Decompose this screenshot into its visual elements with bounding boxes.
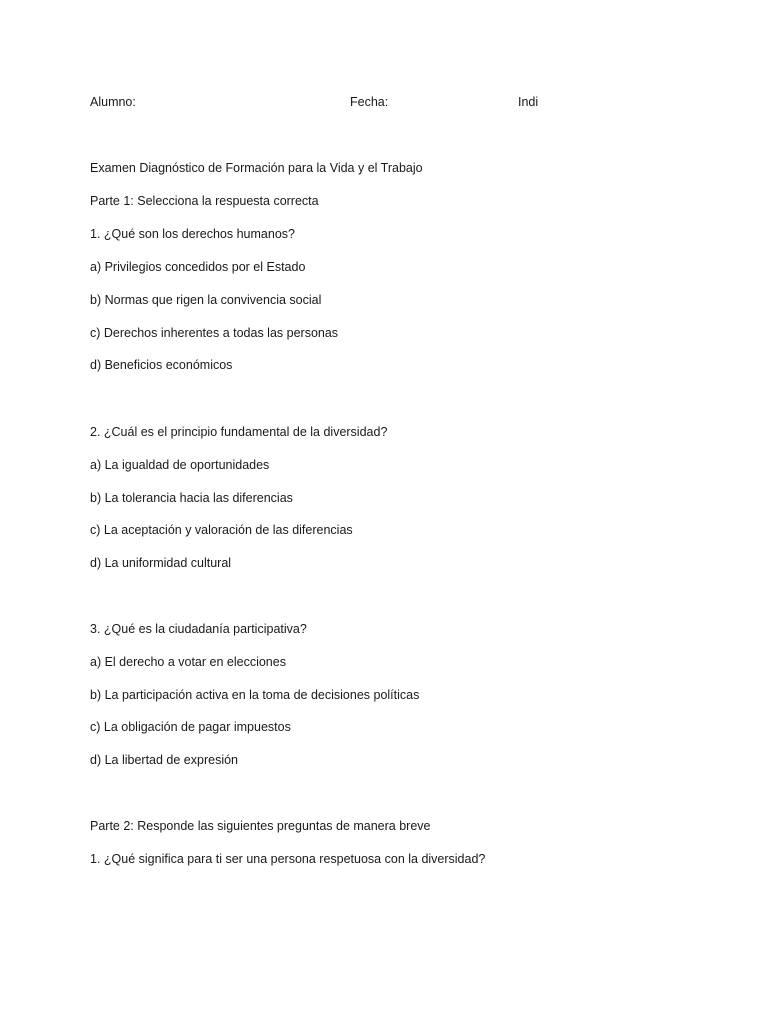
date-label: Fecha: (350, 95, 389, 109)
question-3-option-b: b) La participación activa en la toma de decisiones políticas (90, 688, 420, 702)
question-2-option-c: c) La aceptación y valoración de las diferencias (90, 523, 353, 537)
part2-question-1: 1. ¿Qué significa para ti ser una persona respetuosa con la diversidad? (90, 852, 486, 866)
part1-heading: Parte 1: Selecciona la respuesta correcta (90, 194, 319, 208)
question-2-option-b: b) La tolerancia hacia las diferencias (90, 491, 293, 505)
student-label: Alumno: (90, 95, 136, 109)
question-3-option-c: c) La obligación de pagar impuestos (90, 720, 291, 734)
question-3: 3. ¿Qué es la ciudadanía participativa? (90, 622, 307, 636)
question-1-option-d: d) Beneficios económicos (90, 358, 233, 372)
question-1-option-c: c) Derechos inherentes a todas las personas (90, 326, 339, 340)
question-1-option-a: a) Privilegios concedidos por el Estado (90, 260, 306, 274)
question-1-option-b: b) Normas que rigen la convivencia social (90, 293, 322, 307)
question-1: 1. ¿Qué son los derechos humanos? (90, 227, 295, 241)
question-2-option-d: d) La uniformidad cultural (90, 556, 232, 570)
question-2: 2. ¿Cuál es el principio fundamental de la diversidad? (90, 425, 388, 439)
question-3-option-a: a) El derecho a votar en elecciones (90, 655, 286, 669)
question-2-option-a: a) La igualdad de oportunidades (90, 458, 270, 472)
part2-heading: Parte 2: Responde las siguientes preguntas de manera breve (90, 819, 431, 833)
question-3-option-d: d) La libertad de expresión (90, 753, 239, 767)
indicator-label: Indi (518, 95, 539, 109)
exam-title: Examen Diagnóstico de Formación para la Vida y el Trabajo (90, 161, 423, 175)
